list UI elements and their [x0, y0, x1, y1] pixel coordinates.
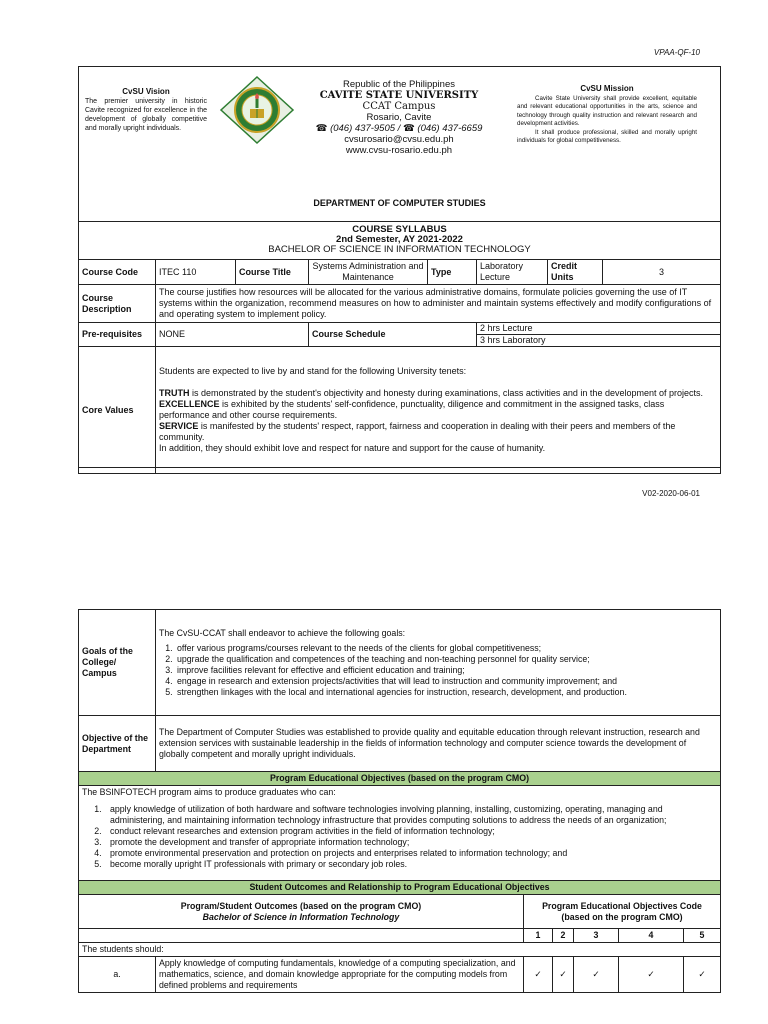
- mission-text-2: It shall produce professional, skilled and morally upright individuals for global competitiveness.: [517, 128, 697, 144]
- excellence-text: is exhibited by the students' self-confidence, punctuality, diligence and commitment in the assigned tasks, class performance and other course requirements.: [159, 399, 665, 420]
- truth-word: TRUTH: [159, 388, 190, 398]
- vision-block: [85, 87, 207, 133]
- vision-text: The premier university in historic Cavite recognized for excellence in the development of globally competitive and morally upright individuals.: [85, 98, 207, 132]
- divider: [79, 221, 720, 222]
- course-type: Laboratory Lecture: [477, 260, 548, 285]
- peo-content: [79, 786, 721, 881]
- university-seal-icon: [219, 75, 295, 145]
- goals-content: [156, 610, 721, 716]
- list-item: 1. apply knowledge of utilization of both hardware and software technologies involving planning, installing, customizing, operating, managing and administering, and maintaining information technology infrastructure that provides computing solutions to address the needs of an organization;: [104, 804, 717, 826]
- credit-units-label: Credit Units: [548, 260, 603, 285]
- campus-name: CCAT Campus: [362, 101, 436, 112]
- credit-units: 3: [603, 260, 721, 285]
- core-outro: In addition, they should exhibit love and respect for nature and support for the cause of humanity.: [159, 443, 546, 453]
- list-item: 3. promote the development and transfer of appropriate information technology;: [104, 837, 717, 848]
- version-code: V02-2020-06-01: [642, 489, 700, 498]
- goals-list: [159, 643, 717, 698]
- vision-title: CvSU Vision: [122, 87, 170, 96]
- check-mark-icon: ✓: [619, 957, 684, 993]
- so-row-text: Apply knowledge of computing fundamentals, knowledge of a computing specialization, and mathematics, science, and domain knowledge appropriate for the computing models from defined problems and requirements: [156, 957, 524, 993]
- course-info-table: [78, 259, 721, 474]
- phone-numbers: ☎ (046) 437-9505 / ☎ (046) 437-6659: [315, 123, 483, 134]
- document-reference: VPAA-QF-10: [653, 48, 700, 57]
- so-empty-cell: [79, 929, 524, 943]
- course-schedule: [477, 323, 721, 347]
- course-title: Systems Administration and Maintenance: [309, 260, 428, 285]
- type-label: Type: [428, 260, 477, 285]
- syllabus-title: COURSE SYLLABUS: [352, 224, 447, 235]
- course-description-label: Course Description: [79, 285, 156, 323]
- core-intro: Students are expected to live by and stand for the following University tenets:: [159, 366, 467, 376]
- goals-label: Goals of the College/ Campus: [79, 610, 156, 716]
- peo-header: Program Educational Objectives (based on the program CMO): [79, 772, 721, 786]
- peo-code-title: Program Educational Objectives Code (based on the program CMO): [524, 895, 721, 929]
- so-row-letter: a.: [79, 957, 156, 993]
- schedule-lecture: 2 hrs Lecture: [477, 323, 720, 335]
- list-item: 3. improve facilities relevant for effective and efficient education and training;: [175, 665, 717, 676]
- course-code: ITEC 110: [156, 260, 236, 285]
- header-box: [78, 66, 721, 468]
- prerequisites: NONE: [156, 323, 309, 347]
- list-item: 1. offer various programs/courses relevant to the needs of the clients for global competitiveness;: [175, 643, 717, 654]
- prerequisites-label: Pre-requisites: [79, 323, 156, 347]
- core-truth: [159, 388, 717, 399]
- peo-intro: The BSINFOTECH program aims to produce graduates who can:: [82, 787, 336, 797]
- peo-code-4: 4: [619, 929, 684, 943]
- goals-objectives-table: [78, 609, 721, 993]
- objective-text: The Department of Computer Studies was established to provide quality and equitable education through relevant instruction, research and extension services with sustainable leadership in the fields of information technology and computer science towards the development of globally competent and morally upright individuals.: [156, 716, 721, 772]
- core-values: [156, 347, 721, 474]
- university-name: CAVITE STATE UNIVERSITY: [319, 90, 479, 101]
- schedule-laboratory: 3 hrs Laboratory: [480, 335, 546, 345]
- objective-label: Objective of the Department: [79, 716, 156, 772]
- check-mark-icon: ✓: [553, 957, 574, 993]
- so-col-subtitle: Bachelor of Science in Information Technology: [202, 911, 400, 922]
- mission-title: CvSU Mission: [580, 84, 634, 93]
- list-item: 2. conduct relevant researches and extension program activities in the field of information technology;: [104, 826, 717, 837]
- service-word: SERVICE: [159, 421, 199, 431]
- course-title-label: Course Title: [236, 260, 309, 285]
- goals-intro: The CvSU-CCAT shall endeavor to achieve the following goals:: [159, 627, 406, 638]
- core-excellence: [159, 399, 717, 421]
- email: cvsurosario@cvsu.edu.ph: [344, 134, 454, 145]
- course-description: The course justifies how resources will be allocated for the various administrative domains, formulate policies governing the use of IT systems within the organization, recommend measures on how to administer and maintain systems effectively and modify configurations of and operating system to implement policy.: [156, 285, 721, 323]
- program-name: BACHELOR OF SCIENCE IN INFORMATION TECHNOLOGY: [268, 244, 531, 255]
- so-column-title: [79, 895, 524, 929]
- location: Rosario, Cavite: [366, 112, 432, 123]
- university-block: [304, 79, 494, 156]
- list-item: 4. engage in research and extension projects/activities that will lead to instruction and community improvement; and: [175, 676, 717, 687]
- semester: 2nd Semester, AY 2021-2022: [336, 234, 463, 245]
- syllabus-title-block: [79, 225, 720, 255]
- list-item: 4. promote environmental preservation and protection on projects and enterprises related to information technology; and: [104, 848, 717, 859]
- republic-line: Republic of the Philippines: [343, 79, 455, 90]
- peo-code-2: 2: [553, 929, 574, 943]
- peo-list: [82, 804, 717, 870]
- core-service: [159, 421, 717, 443]
- check-mark-icon: ✓: [574, 957, 619, 993]
- website: www.cvsu-rosario.edu.ph: [345, 145, 453, 156]
- course-code-label: Course Code: [79, 260, 156, 285]
- list-item: 2. upgrade the qualification and competences of the teaching and non-teaching personnel for quality service;: [175, 654, 717, 665]
- mission-block: [517, 85, 697, 146]
- core-values-label: Core Values: [79, 347, 156, 474]
- students-should: The students should:: [79, 943, 721, 957]
- list-item: 5. strengthen linkages with the local and international agencies for instruction, research, development, and production.: [175, 687, 717, 698]
- mission-text: Cavite State University shall provide excellent, equitable and relevant educational opportunities in the arts, science and technology through quality instruction and relevant research and development activities.: [517, 94, 697, 127]
- service-text: is manifested by the students' respect, rapport, fairness and cooperation in dealing with their peers and members of the community.: [159, 421, 676, 442]
- course-schedule-label: Course Schedule: [309, 323, 477, 347]
- department-title: DEPARTMENT OF COMPUTER STUDIES: [313, 198, 486, 208]
- peo-code-3: 3: [574, 929, 619, 943]
- so-header: Student Outcomes and Relationship to Program Educational Objectives: [79, 881, 721, 895]
- list-item: 5. become morally upright IT professionals with primary or secondary job roles.: [104, 859, 717, 870]
- peo-code-5: 5: [684, 929, 721, 943]
- peo-code-1: 1: [524, 929, 553, 943]
- check-mark-icon: ✓: [524, 957, 553, 993]
- so-col-title: Program/Student Outcomes (based on the program CMO): [180, 900, 422, 911]
- truth-text: is demonstrated by the student's objectivity and honesty during examinations, class activities and in the development of projects.: [189, 388, 704, 398]
- excellence-word: EXCELLENCE: [159, 399, 220, 409]
- check-mark-icon: ✓: [684, 957, 721, 993]
